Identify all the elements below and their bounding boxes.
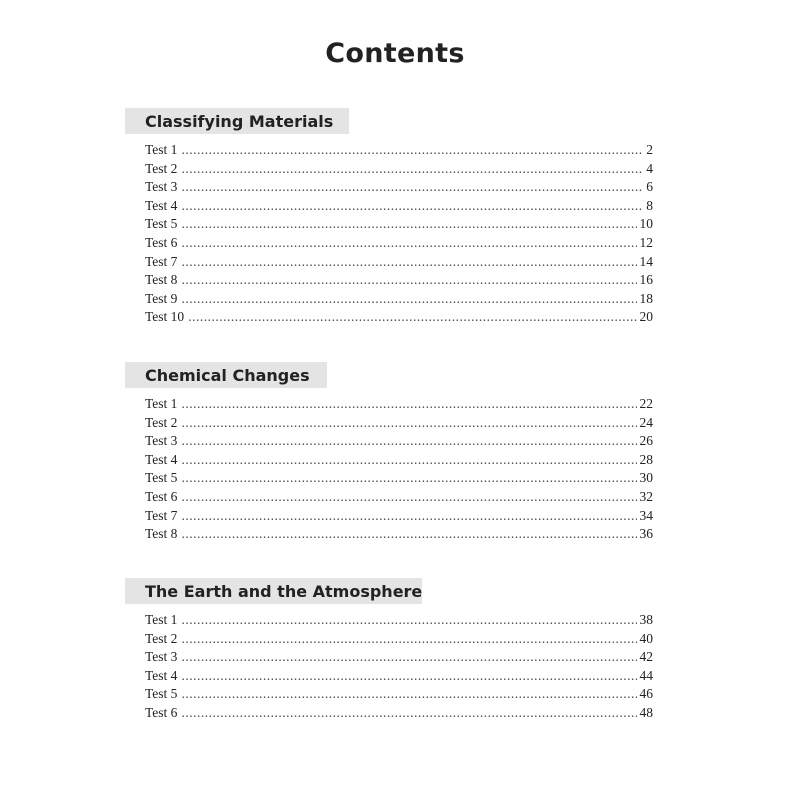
- dot-leader: [181, 630, 636, 649]
- dot-leader: [181, 234, 636, 253]
- toc-entry-label: Test 6: [145, 704, 178, 720]
- dot-leader: [181, 525, 636, 544]
- dot-leader: [181, 197, 643, 216]
- toc-entry: [125, 160, 653, 179]
- toc-entry-label: Test 8: [145, 526, 178, 542]
- toc-entry-label: Test 3: [145, 179, 178, 195]
- toc-entry: [125, 234, 653, 253]
- toc-entry-page-number: 36: [639, 526, 653, 542]
- toc-entry: [125, 215, 653, 234]
- section-chemical-changes: [125, 362, 653, 544]
- dot-leader: [181, 451, 636, 470]
- toc-entry-page-number: 4: [646, 160, 653, 176]
- toc-entry-page-number: 28: [639, 451, 653, 467]
- toc-entry-label: Test 5: [145, 216, 178, 232]
- toc-entry: [125, 525, 653, 544]
- dot-leader: [181, 271, 636, 290]
- toc-entry-label: Test 8: [145, 272, 178, 288]
- toc-entry-label: Test 7: [145, 253, 178, 269]
- toc-entry-page-number: 8: [646, 197, 653, 213]
- toc-entry-label: Test 5: [145, 686, 178, 702]
- toc-entry-label: Test 6: [145, 234, 178, 250]
- toc-entry-page-number: 40: [639, 630, 653, 646]
- toc-entry-page-number: 46: [639, 686, 653, 702]
- section-heading: The Earth and the Atmosphere: [125, 578, 422, 604]
- dot-leader: [181, 611, 636, 630]
- toc-entry-label: Test 2: [145, 160, 178, 176]
- dot-leader: [188, 308, 636, 327]
- dot-leader: [181, 507, 636, 526]
- toc-list: [125, 611, 653, 723]
- dot-leader: [181, 414, 636, 433]
- toc-entry-page-number: 48: [639, 704, 653, 720]
- toc-list: [125, 395, 653, 544]
- toc-entry-label: Test 5: [145, 470, 178, 486]
- toc-entry: [125, 648, 653, 667]
- toc-entry: [125, 667, 653, 686]
- toc-entry-label: Test 2: [145, 414, 178, 430]
- toc-entry-page-number: 10: [639, 216, 653, 232]
- toc-entry-label: Test 4: [145, 667, 178, 683]
- toc-entry: [125, 253, 653, 272]
- toc-entry-label: Test 1: [145, 396, 178, 411]
- toc-entry-page-number: 26: [639, 433, 653, 449]
- dot-leader: [181, 488, 636, 507]
- toc-entry: [125, 469, 653, 488]
- toc-entry-label: Test 3: [145, 649, 178, 665]
- toc-entry: [125, 432, 653, 451]
- toc-entry: [125, 414, 653, 433]
- toc-entry-page-number: 38: [639, 612, 653, 627]
- dot-leader: [181, 667, 636, 686]
- toc-entry: [125, 271, 653, 290]
- section-earth-and-atmosphere: [125, 578, 653, 723]
- dot-leader: [181, 215, 636, 234]
- toc-entry-page-number: 32: [639, 488, 653, 504]
- toc-entry-page-number: 42: [639, 649, 653, 665]
- toc-entry-page-number: 18: [639, 290, 653, 306]
- toc-entry-label: Test 1: [145, 612, 178, 627]
- toc-entry-label: Test 9: [145, 290, 178, 306]
- section-classifying-materials: [125, 108, 653, 327]
- dot-leader: [181, 704, 636, 723]
- toc-entry: [125, 488, 653, 507]
- dot-leader: [181, 469, 636, 488]
- dot-leader: [181, 432, 636, 451]
- page-title: Contents: [325, 38, 465, 69]
- toc-entry: [125, 451, 653, 470]
- toc-entry-label: Test 7: [145, 507, 178, 523]
- toc-entry-page-number: 24: [639, 414, 653, 430]
- toc-entry: [125, 395, 653, 414]
- toc-entry: [125, 197, 653, 216]
- dot-leader: [181, 141, 643, 160]
- toc-list: [125, 141, 653, 327]
- toc-entry-page-number: 12: [639, 234, 653, 250]
- toc-entry: [125, 141, 653, 160]
- toc-entry: [125, 611, 653, 630]
- toc-entry-page-number: 44: [639, 667, 653, 683]
- dot-leader: [181, 178, 643, 197]
- toc-entry: [125, 290, 653, 309]
- section-heading: Chemical Changes: [125, 362, 327, 388]
- toc-entry-page-number: 34: [639, 507, 653, 523]
- toc-entry-page-number: 20: [639, 309, 653, 325]
- toc-entry-label: Test 2: [145, 630, 178, 646]
- toc-entry-label: Test 4: [145, 451, 178, 467]
- toc-entry-page-number: 30: [639, 470, 653, 486]
- dot-leader: [181, 395, 636, 414]
- toc-entry-page-number: 2: [646, 142, 653, 157]
- section-heading: Classifying Materials: [125, 108, 349, 134]
- dot-leader: [181, 160, 643, 179]
- toc-entry-page-number: 14: [639, 253, 653, 269]
- toc-entry: [125, 704, 653, 723]
- toc-entry-label: Test 1: [145, 142, 178, 157]
- toc-entry-label: Test 6: [145, 488, 178, 504]
- toc-entry: [125, 178, 653, 197]
- toc-entry-page-number: 22: [639, 396, 653, 411]
- dot-leader: [181, 290, 636, 309]
- toc-entry: [125, 308, 653, 327]
- dot-leader: [181, 253, 636, 272]
- toc-entry: [125, 685, 653, 704]
- toc-entry-label: Test 4: [145, 197, 178, 213]
- toc-entry: [125, 630, 653, 649]
- toc-entry-page-number: 6: [646, 179, 653, 195]
- toc-entry: [125, 507, 653, 526]
- toc-entry-page-number: 16: [639, 272, 653, 288]
- toc-entry-label: Test 3: [145, 433, 178, 449]
- dot-leader: [181, 685, 636, 704]
- dot-leader: [181, 648, 636, 667]
- toc-entry-label: Test 10: [145, 309, 185, 325]
